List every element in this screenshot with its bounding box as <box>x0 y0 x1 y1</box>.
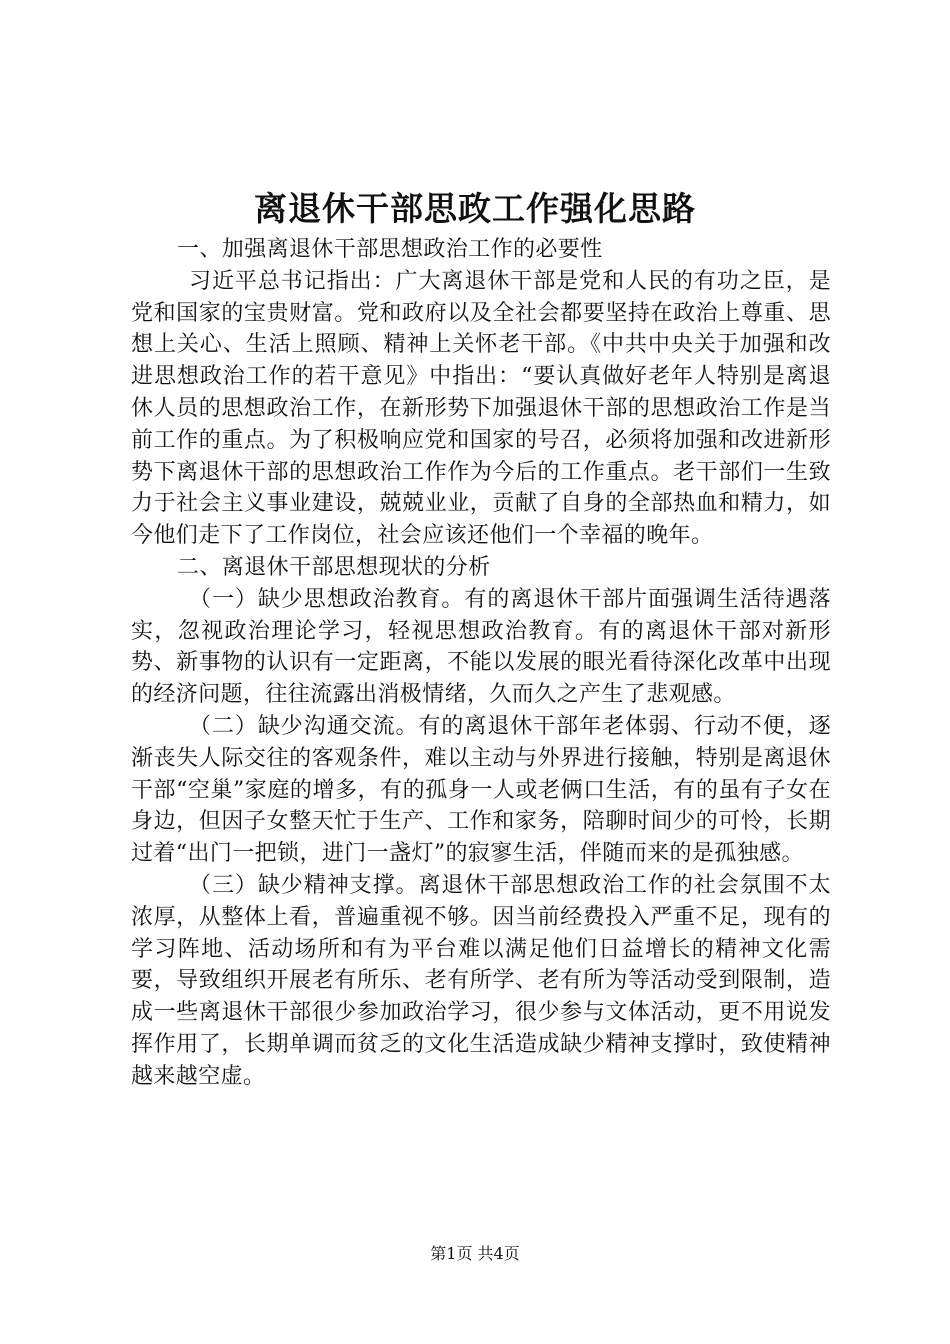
paragraph-education: （一）缺少思想政治教育。有的离退休干部片面强调生活待遇落实，忽视政治理论学习，轻视思想政治教育。有的离退休干部对新形势、新事物的认识有一定距离，不能以发展的眼光看待深化改革中出现的经济问题，往往流露出消极情绪，久而久之产生了悲观感。 <box>131 586 831 708</box>
paragraph-communication: （二）缺少沟通交流。有的离退休干部年老体弱、行动不便，逐渐丧失人际交往的客观条件，难以主动与外界进行接触，特别是离退休干部“空巢”家庭的增多，有的孤身一人或老俩口生活，有的虽有子女在身边，但因子女整天忙于生产、工作和家务，陪聊时间少的可怜，长期过着“出门一把锁，进门一盏灯”的寂寥生活，伴随而来的是孤独感。 <box>131 713 831 867</box>
page-number-footer: 第1页 共4页 <box>430 1244 520 1263</box>
document-title: 离退休干部思政工作强化思路 <box>254 189 696 228</box>
paragraph-necessity: 习近平总书记指出：广大离退休干部是党和人民的有功之臣，是党和国家的宝贵财富。党和政府以及全社会都要坚持在政治上尊重、思想上关心、生活上照顾、精神上关怀老干部。《中共中央关于加强和改进思想政治工作的若干意见》中指出：“要认真做好老年人特别是离退休人员的思想政治工作，在新形势下加强退休干部的思想政治工作是当前工作的重点。为了积极响应党和国家的号召，必须将加强和改进新形势下离退休干部的思想政治工作作为今后的工作重点。老干部们一生致力于社会主义事业建设，兢兢业业，贡献了自身的全部热血和精力，如今他们走下了工作岗位，社会应该还他们一个幸福的晚年。 <box>131 268 831 549</box>
section-heading-1: 一、加强离退休干部思想政治工作的必要性 <box>177 237 603 262</box>
paragraph-spiritual-support: （三）缺少精神支撑。离退休干部思想政治工作的社会氛围不太浓厚，从整体上看，普遍重视不够。因当前经费投入严重不足，现有的学习阵地、活动场所和有为平台难以满足他们日益增长的精神文化需要，导致组织开展老有所乐、老有所学、老有所为等活动受到限制，造成一些离退休干部很少参加政治学习，很少参与文体活动，更不用说发挥作用了，长期单调而贫乏的文化生活造成缺少精神支撑时，致使精神越来越空虚。 <box>131 872 831 1089</box>
document-body <box>131 234 831 1093</box>
section-heading-2: 二、离退休干部思想现状的分析 <box>177 554 491 580</box>
